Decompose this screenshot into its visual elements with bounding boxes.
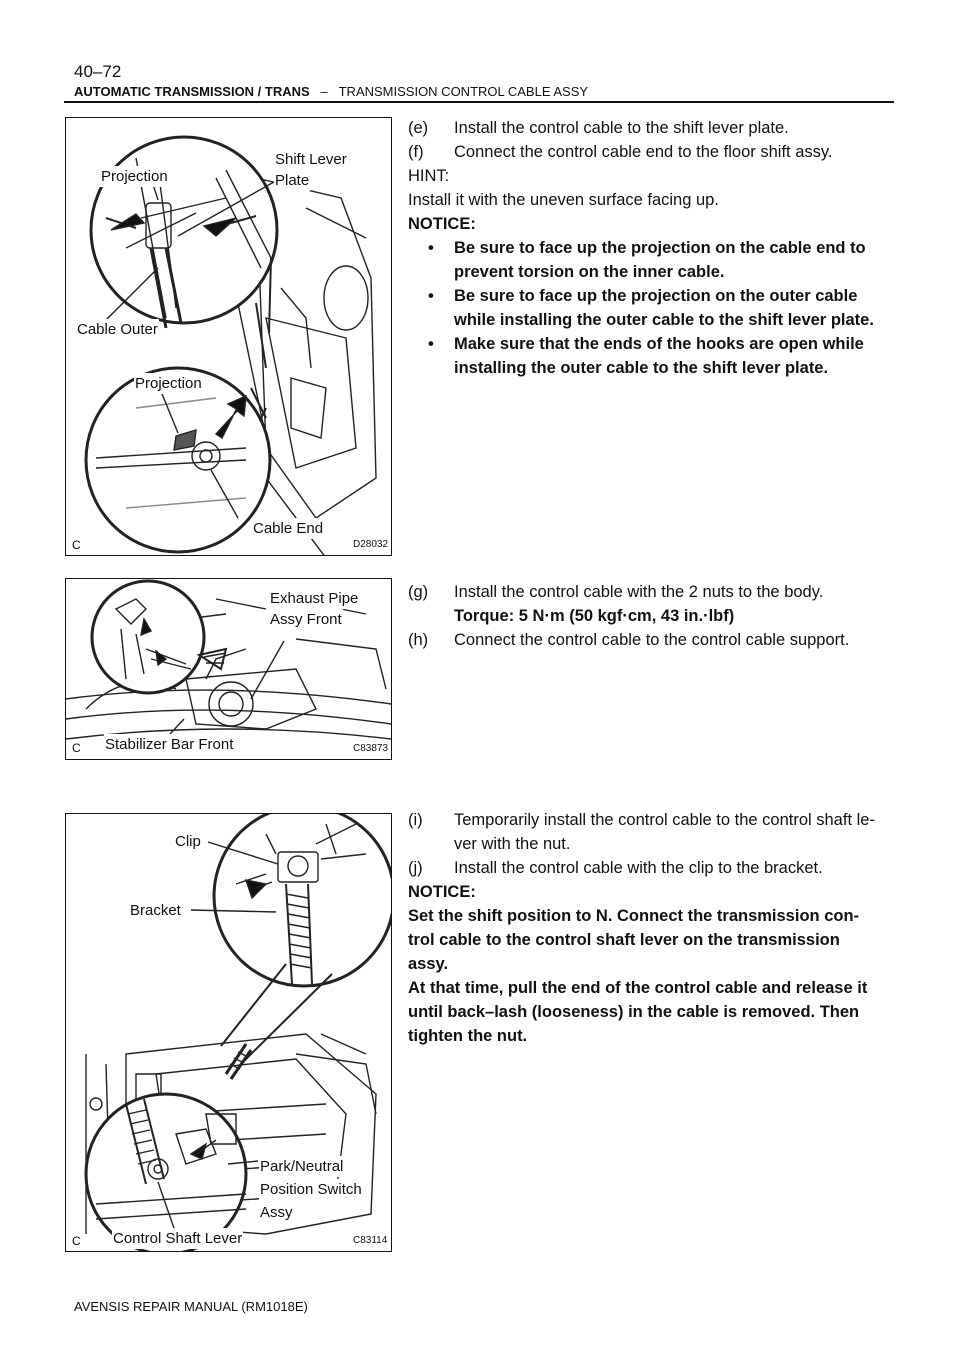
label-exhaust-pipe-2: Assy Front [270,611,342,628]
label-stabilizer-bar: Stabilizer Bar Front [105,736,234,753]
hint-label: HINT: [408,167,450,185]
header-separator: – [320,84,328,99]
bullet-text: Make sure that the ends of the hooks are open while [454,335,864,353]
notice-line: until back–lash (looseness) in the cable is removed. Then [408,1003,860,1021]
label-park-neutral-3: Assy [260,1204,293,1221]
figure-corner-mark: C [72,741,81,755]
instructions-block-3 [408,808,896,1048]
step-text: Install the control cable with the 2 nuts to the body. [454,583,824,601]
bullet-continuation: while installing the outer cable to the shift lever plate. [454,311,874,329]
step-text: Install the control cable with the clip to the bracket. [454,859,823,877]
figure-corner-mark: C [72,538,81,552]
bullet-mark: • [428,239,434,257]
step-continuation: ver with the nut. [454,835,571,853]
figure-code: C83114 [353,1235,388,1246]
notice-label: NOTICE: [408,215,476,233]
step-key: (g) [408,583,429,601]
step-key: (h) [408,631,429,649]
notice-line: assy. [408,955,449,973]
section-header [74,84,588,99]
label-cable-end: Cable End [253,520,324,537]
notice-line: At that time, pull the end of the control cable and release it [408,979,868,997]
step-text: Connect the control cable to the control cable support. [454,631,850,649]
figure-code: D28032 [353,539,389,550]
torque-spec: Torque: 5 N·m (50 kgf·cm, 43 in.·lbf) [454,607,735,625]
instructions-block-1 [408,116,896,380]
page-number: 40–72 [74,62,122,81]
step-key: (f) [408,143,424,161]
notice-label: NOTICE: [408,883,476,901]
label-shift-lever-plate-1: Shift Lever [275,151,347,168]
bullet-mark: • [428,287,434,305]
step-j [408,856,896,880]
step-key: (i) [408,811,423,829]
bullet-continuation: prevent torsion on the inner cable. [454,263,725,281]
bullet-text: Be sure to face up the projection on the cable end to [454,239,866,257]
label-park-neutral-2: Position Switch [260,1181,362,1198]
label-shift-lever-plate-2: Plate [275,172,310,189]
notice-line: trol cable to the control shaft lever on the transmission [408,931,840,949]
figure-control-cable [65,813,392,1252]
step-i [408,808,896,832]
notice-bullet [408,236,896,260]
notice-line: Set the shift position to N. Connect the transmission con- [408,907,860,925]
subsection-title: TRANSMISSION CONTROL CABLE ASSY [338,84,589,99]
bullet-text: Be sure to face up the projection on the outer cable [454,287,858,305]
header-rule [64,101,894,103]
bullet-continuation: installing the outer cable to the shift lever plate. [454,359,829,377]
footer: AVENSIS REPAIR MANUAL (RM1018E) [74,1299,308,1314]
figure-code: C83873 [353,743,389,754]
step-g [408,580,896,604]
label-bracket: Bracket [130,902,181,919]
step-h [408,628,896,652]
label-projection-top: Projection [101,168,168,185]
step-key: (e) [408,119,429,137]
label-control-shaft-lever: Control Shaft Lever [113,1230,243,1247]
figure-corner-mark: C [72,1234,81,1248]
section-title: AUTOMATIC TRANSMISSION / TRANS [74,84,310,99]
step-f [408,140,896,164]
figure-shift-lever [65,117,392,556]
step-e [408,116,896,140]
step-text: Connect the control cable end to the floor shift assy. [454,143,833,161]
label-cable-outer: Cable Outer [77,321,158,338]
label-clip: Clip [175,833,201,850]
hint-text: Install it with the uneven surface facing up. [408,191,719,209]
label-exhaust-pipe-1: Exhaust Pipe [270,590,359,607]
instructions-block-2 [408,580,896,652]
label-park-neutral-1: Park/Neutral [260,1158,344,1175]
notice-bullet [408,332,896,356]
step-text: Temporarily install the control cable to the control shaft le- [454,811,875,829]
notice-line: tighten the nut. [408,1027,528,1045]
figure-exhaust-pipe [65,578,392,760]
bullet-mark: • [428,335,434,353]
step-text: Install the control cable to the shift lever plate. [454,119,789,137]
label-projection-bottom: Projection [135,375,202,392]
notice-bullet [408,284,896,308]
step-key: (j) [408,859,423,877]
